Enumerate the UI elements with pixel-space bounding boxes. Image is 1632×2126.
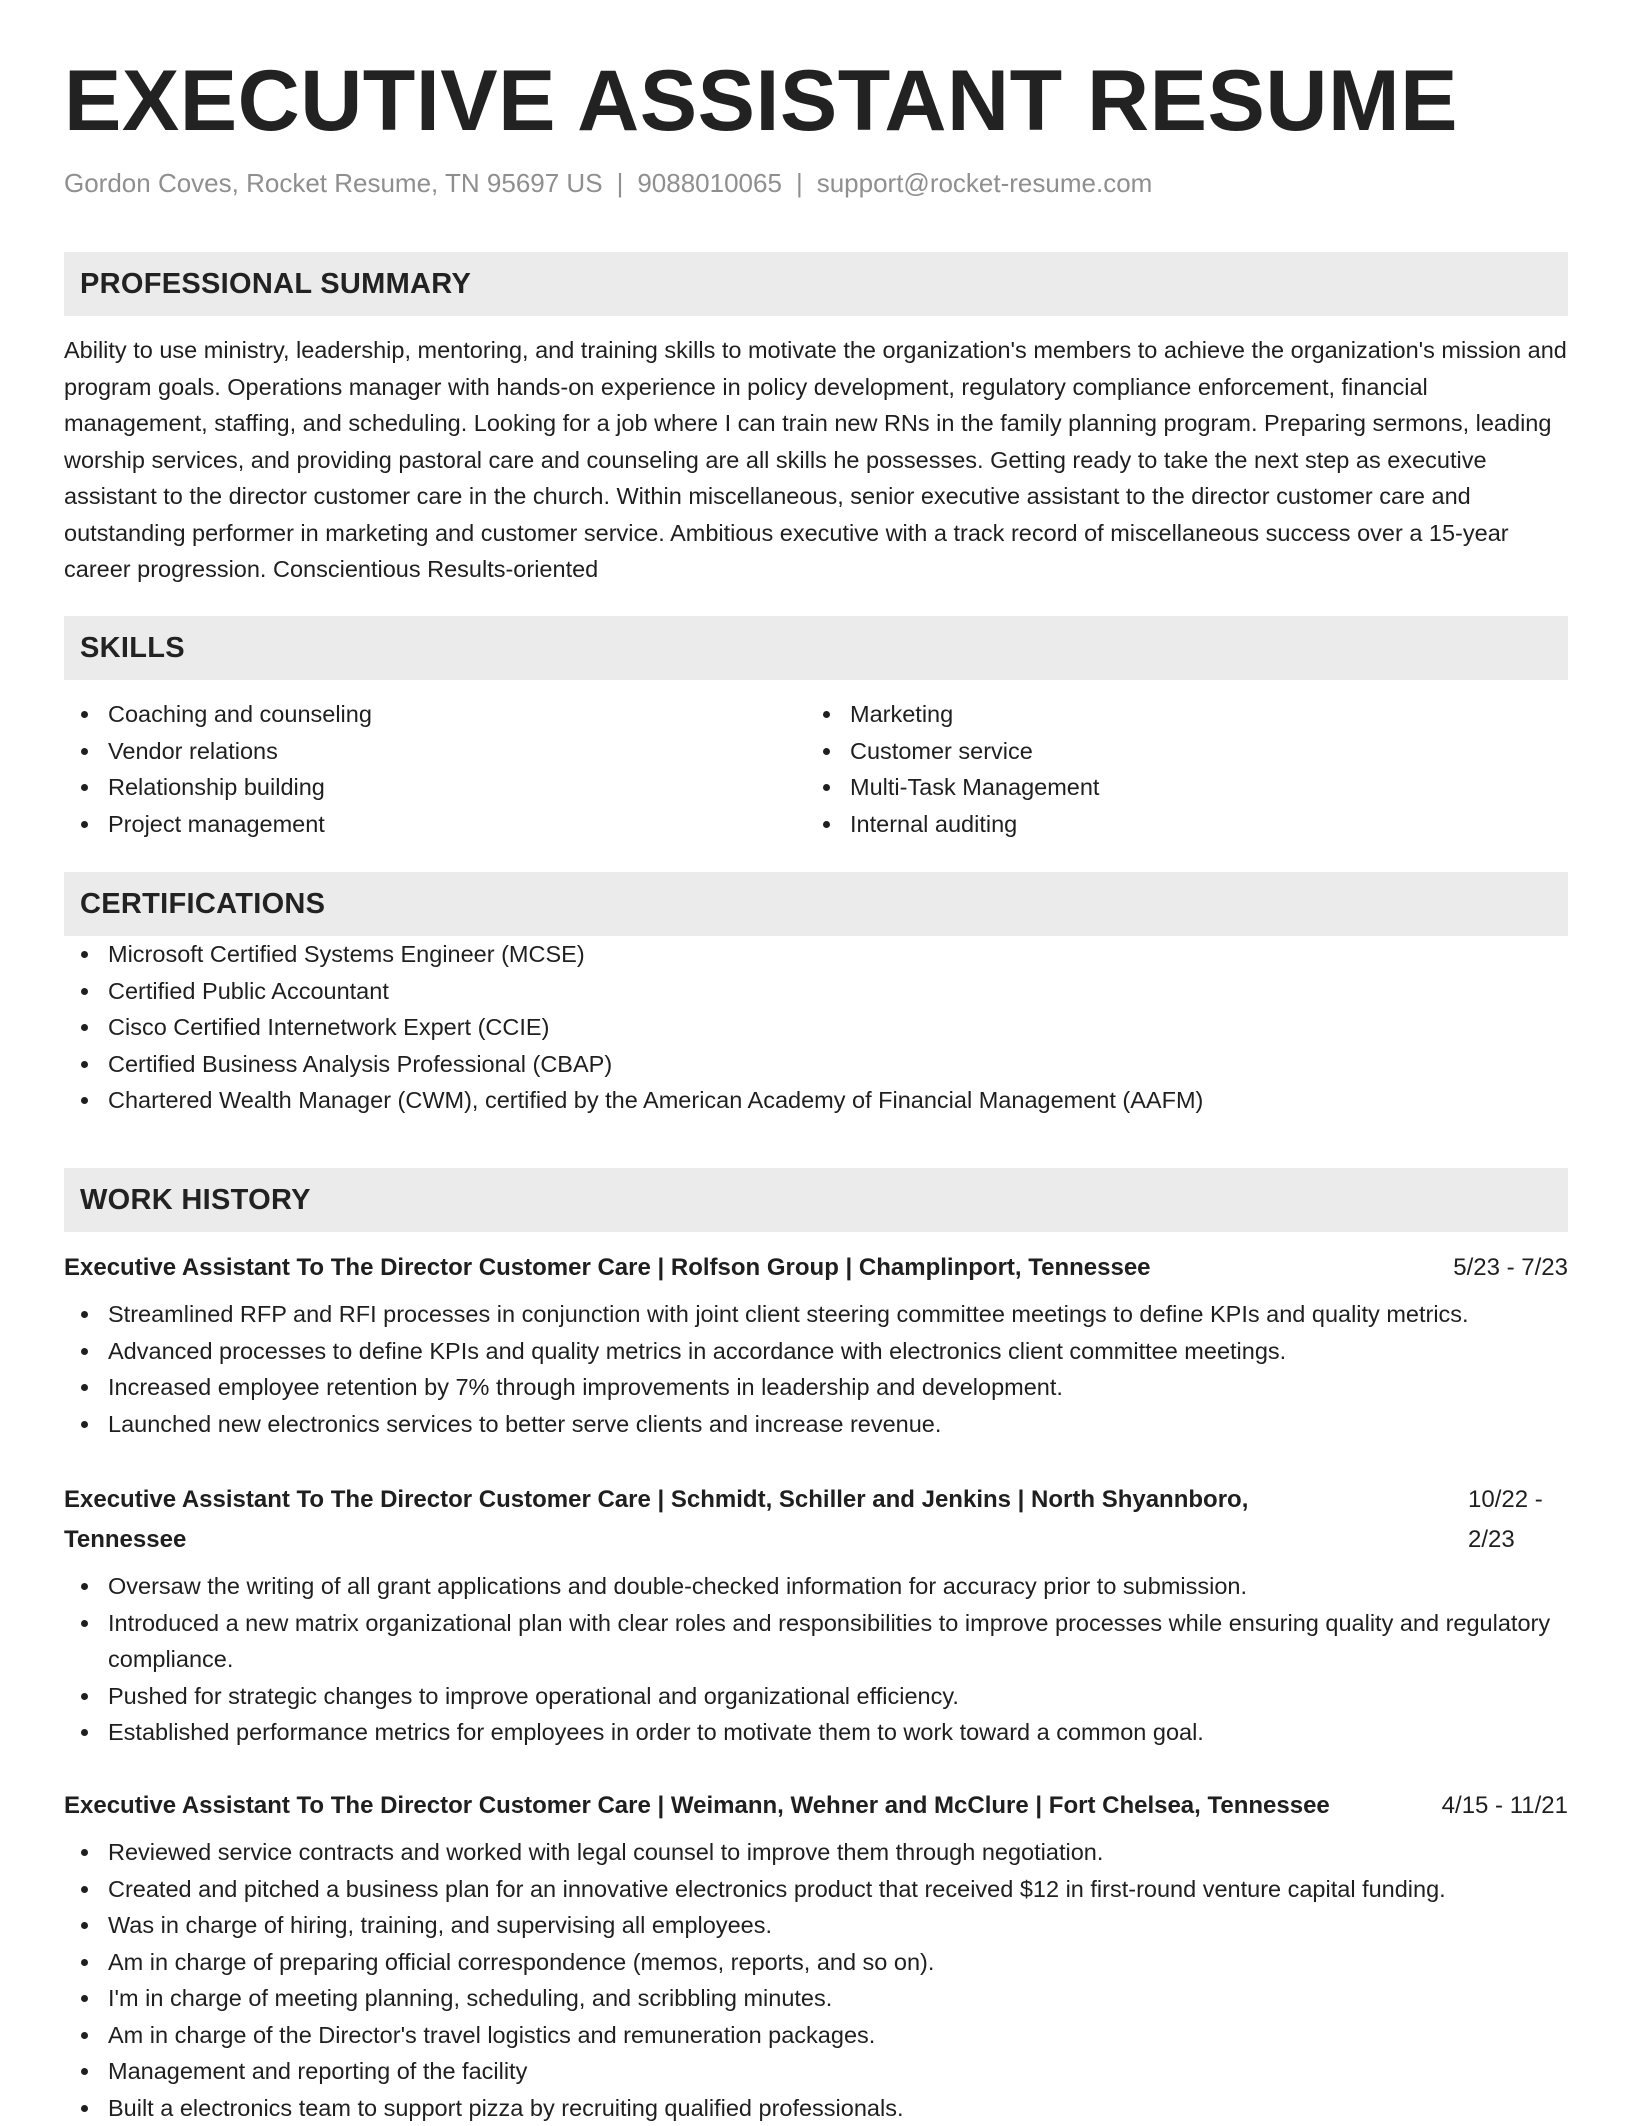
contact-phone: 9088010065 [637,168,782,198]
summary-section [64,252,1568,588]
job-bullet: Am in charge of preparing official correspondence (memos, reports, and so on). [64,1944,1568,1981]
job-entry [64,1480,1568,1751]
contact-address: Gordon Coves, Rocket Resume, TN 95697 US [64,168,603,198]
contact-separator: | [782,168,817,198]
job-bullet: Pushed for strategic changes to improve operational and organizational efficiency. [64,1678,1568,1715]
skill-item: Project management [64,806,806,843]
job-bullet: Was in charge of hiring, training, and supervising all employees. [64,1907,1568,1944]
job-bullets [64,1834,1568,2126]
job-header [64,1248,1568,1288]
job-title: Executive Assistant To The Director Customer Care | Weimann, Wehner and McClure | Fort Chelsea, Tennessee [64,1786,1374,1826]
certification-item: Certified Public Accountant [64,973,1568,1010]
work-history-heading: WORK HISTORY [64,1168,1568,1232]
certification-item: Microsoft Certified Systems Engineer (MCSE) [64,936,1568,973]
job-bullet: Am in charge of the Director's travel logistics and remuneration packages. [64,2017,1568,2054]
job-bullet: Launched new electronics services to better serve clients and increase revenue. [64,1406,1568,1443]
skills-section [64,616,1568,842]
summary-text: Ability to use ministry, leadership, mentoring, and training skills to motivate the organization's members to achieve the organization's mission and program goals. Operations manager with hands-on experience in policy development, regulatory compliance enforcement, financial management, staffing, and scheduling. Looking for a job where I can train new RNs in the family planning program. Preparing sermons, leading worship services, and providing pastoral care and counseling are all skills he possesses. Getting ready to take the next step as executive assistant to the director customer care in the church. Within miscellaneous, senior executive assistant to the director customer care and outstanding performer in marketing and customer service. Ambitious executive with a track record of miscellaneous success over a 15-year career progression. Conscientious Results-oriented [64,332,1568,588]
contact-separator: | [603,168,638,198]
job-entry [64,1786,1568,2126]
job-header [64,1786,1568,1826]
job-bullet: Management and reporting of the facility [64,2053,1568,2090]
skill-item: Internal auditing [806,806,1548,843]
contact-line [64,168,1152,199]
job-bullet: Advanced processes to define KPIs and quality metrics in accordance with electronics client committee meetings. [64,1333,1568,1370]
certification-item: Cisco Certified Internetwork Expert (CCIE) [64,1009,1568,1046]
skill-item: Relationship building [64,769,806,806]
job-bullet: Streamlined RFP and RFI processes in conjunction with joint client steering committee meetings to define KPIs and quality metrics. [64,1296,1568,1333]
job-title: Executive Assistant To The Director Customer Care | Rolfson Group | Champlinport, Tennessee [64,1248,1374,1288]
skill-item: Multi-Task Management [806,769,1548,806]
job-dates: 5/23 - 7/23 [1453,1248,1568,1288]
skills-heading: SKILLS [64,616,1568,680]
skills-columns [64,696,1568,842]
job-bullet: Increased employee retention by 7% through improvements in leadership and development. [64,1369,1568,1406]
job-bullet: Built a electronics team to support pizza by recruiting qualified professionals. [64,2090,1568,2126]
job-header [64,1480,1568,1560]
job-dates: 10/22 - 2/23 [1468,1480,1568,1560]
work-history-section [64,1168,1568,1232]
skills-list-right [806,696,1548,842]
skill-item: Coaching and counseling [64,696,806,733]
certifications-list [64,936,1568,1119]
job-bullets [64,1568,1568,1751]
job-bullet: Created and pitched a business plan for an innovative electronics product that received $12 in first-round venture capital funding. [64,1871,1568,1908]
skill-item: Customer service [806,733,1548,770]
summary-heading: PROFESSIONAL SUMMARY [64,252,1568,316]
job-dates: 4/15 - 11/21 [1442,1786,1568,1826]
certification-item: Chartered Wealth Manager (CWM), certified by the American Academy of Financial Management (AAFM) [64,1082,1568,1119]
job-entry [64,1248,1568,1442]
resume-title: EXECUTIVE ASSISTANT RESUME [64,58,1458,144]
job-bullet: Established performance metrics for employees in order to motivate them to work toward a common goal. [64,1714,1568,1751]
certifications-heading: CERTIFICATIONS [64,872,1568,936]
job-title: Executive Assistant To The Director Customer Care | Schmidt, Schiller and Jenkins | North Shyannboro, Tennessee [64,1480,1374,1560]
skill-item: Marketing [806,696,1548,733]
job-bullet: Reviewed service contracts and worked with legal counsel to improve them through negotiation. [64,1834,1568,1871]
skill-item: Vendor relations [64,733,806,770]
job-bullet: Oversaw the writing of all grant applications and double-checked information for accuracy prior to submission. [64,1568,1568,1605]
contact-email[interactable]: support@rocket-resume.com [817,168,1153,198]
job-bullets [64,1296,1568,1442]
job-bullet: Introduced a new matrix organizational plan with clear roles and responsibilities to improve processes while ensuring quality and regulatory compliance. [64,1605,1568,1678]
certification-item: Certified Business Analysis Professional (CBAP) [64,1046,1568,1083]
job-bullet: I'm in charge of meeting planning, scheduling, and scribbling minutes. [64,1980,1568,2017]
skills-list-left [64,696,806,842]
certifications-section [64,872,1568,1119]
